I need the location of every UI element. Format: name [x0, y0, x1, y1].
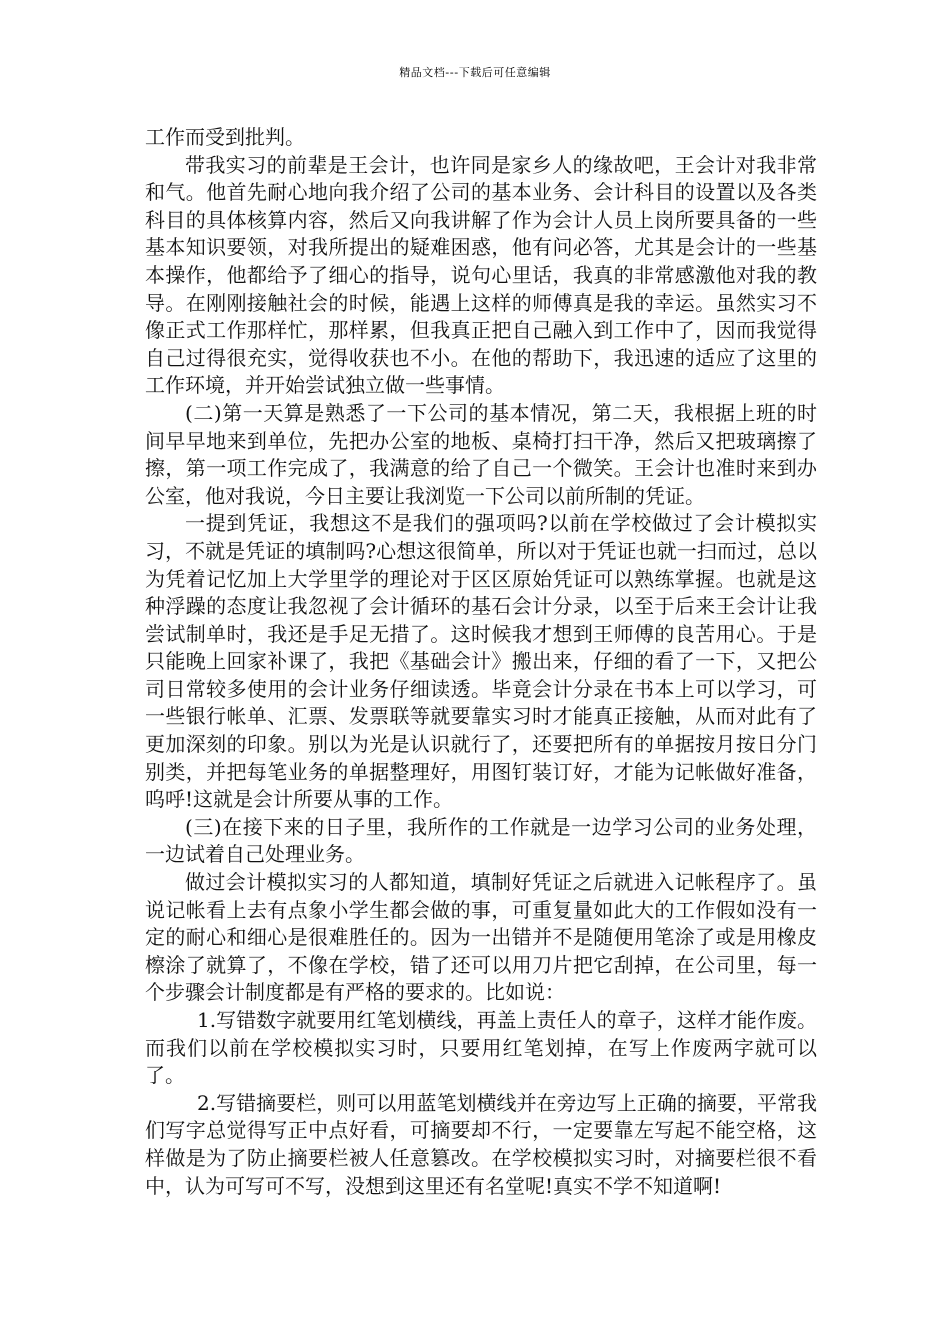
paragraph: 一提到凭证，我想这不是我们的强项吗?以前在学校做过了会计模拟实习，不就是凭证的填制吗?心想这很简单，所以对于凭证也就一扫而过，总以为凭着记忆加上大学里学的理论对于区区原始凭证可以熟练掌握。也就是这种浮躁的态度让我忽视了会计循环的基石会计分录，以至于后来王会计让我尝试制单时，我还是手足无措了。这时候我才想到王师傅的良苦用心。于是只能晚上回家补课了，我把《基础会计》搬出来，仔细的看了一下，又把公司日常较多使用的会计业务仔细读透。毕竟会计分录在书本上可以学习，可一些银行帐单、汇票、发票联等就要靠实习时才能真正接触，从而对此有了更加深刻的印象。别以为光是认识就行了，还要把所有的单据按月按日分门别类，并把每笔业务的单据整理好，用图钉装订好，才能为记帐做好准备，呜呼!这就是会计所要从事的工作。 — [145, 511, 817, 812]
paragraph: 做过会计模拟实习的人都知道，填制好凭证之后就进入记帐程序了。虽说记帐看上去有点象小学生都会做的事，可重复量如此大的工作假如没有一定的耐心和细心是很难胜任的。因为一出错并不是随便用笔涂了或是用橡皮檫涂了就算了，不像在学校，错了还可以用刀片把它刮掉，在公司里，每一个步骤会计制度都是有严格的要求的。比如说： — [145, 870, 817, 1005]
paragraph: (二)第一天算是熟悉了一下公司的基本情况，第二天，我根据上班的时间早早地来到单位，先把办公室的地板、桌椅打扫干净，然后又把玻璃擦了擦，第一项工作完成了，我满意的给了自己一个微笑。王会计也准时来到办公室，他对我说，今日主要让我浏览一下公司以前所制的凭证。 — [145, 400, 817, 508]
paragraph: (三)在接下来的日子里，我所作的工作就是一边学习公司的业务处理，一边试着自己处理业务。 — [145, 814, 817, 867]
paragraph: 带我实习的前辈是王会计，也许同是家乡人的缘故吧，王会计对我非常和气。他首先耐心地向我介绍了公司的基本业务、会计科目的设置以及各类科目的具体核算内容，然后又向我讲解了作为会计人员上岗所要具备的一些基本知识要领，对我所提出的疑难困惑，他有问必答，尤其是会计的一些基本操作，他都给予了细心的指导，说句心里话，我真的非常感激他对我的教导。在刚刚接触社会的时候，能遇上这样的师傅真是我的幸运。虽然实习不像正式工作那样忙，那样累，但我真正把自己融入到工作中了，因而我觉得自己过得很充实，觉得收获也不小。在他的帮助下，我迅速的适应了这里的工作环境，并开始尝试独立做一些事情。 — [145, 152, 817, 398]
numbered-item: 1.写错数字就要用红笔划横线，再盖上责任人的章子，这样才能作废。而我们以前在学校模拟实习时，只要用红笔划掉，在写上作废两字就可以了。 — [145, 1008, 817, 1088]
paragraph-continuation: 工作而受到批判。 — [145, 125, 305, 149]
page-header: 精品文档---下载后可任意编辑 — [399, 66, 551, 79]
numbered-item: 2.写错摘要栏，则可以用蓝笔划横线并在旁边写上正确的摘要，平常我们写字总觉得写正中点好看，可摘要却不行，一定要靠左写起不能空格，这样做是为了防止摘要栏被人任意篡改。在学校模拟实习时，对摘要栏很不看中，认为可写可不写，没想到这里还有名堂呢!真实不学不知道啊! — [145, 1090, 817, 1198]
document-body — [145, 124, 817, 1200]
